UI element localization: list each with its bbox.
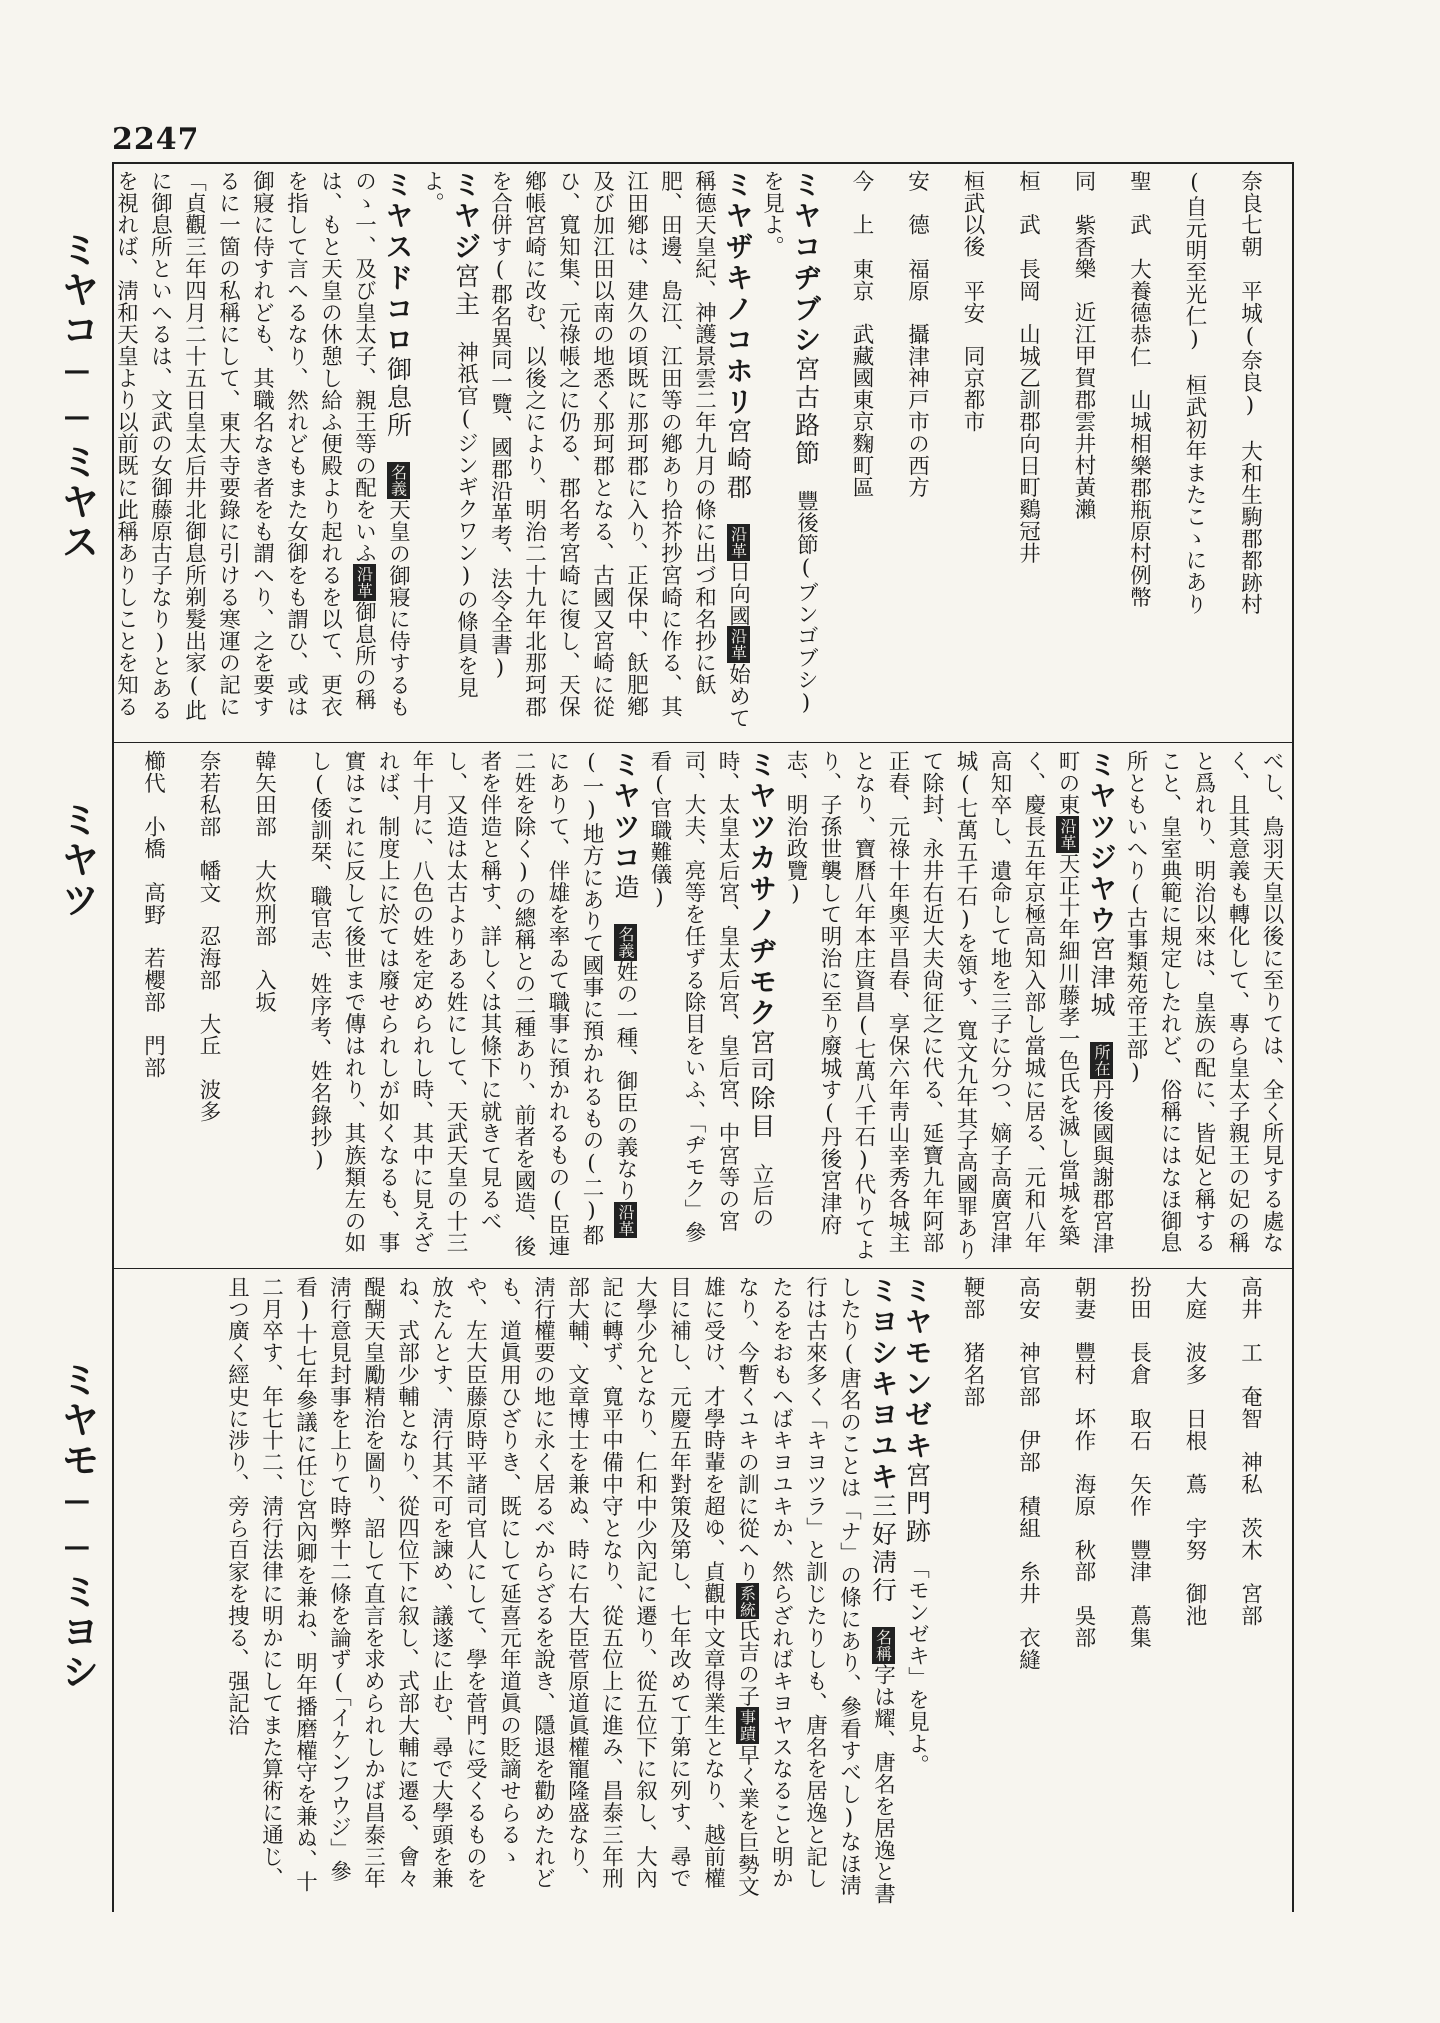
frame-top-rule bbox=[112, 162, 1294, 164]
middle-section bbox=[118, 750, 1288, 1262]
tag-badge: 名稱 bbox=[873, 1628, 893, 1662]
headword: ミヤツコ bbox=[609, 750, 642, 874]
tag-badge: 沿革 bbox=[1058, 817, 1077, 851]
entry-body: 丹後國與謝郡宮津町の東 bbox=[1055, 750, 1114, 1254]
tag-badge: 名義 bbox=[388, 463, 408, 497]
entry-miyasudokoro bbox=[109, 170, 415, 736]
headword-kanji: 御息所 bbox=[383, 356, 413, 440]
entry-miyakojibushi bbox=[755, 170, 823, 736]
entry-body: 始めて稱德天皇紀、神護景雲二年九月の條に出づ bbox=[691, 170, 751, 729]
section-divider-1 bbox=[112, 742, 1294, 743]
tag-badge: 所在 bbox=[1092, 1043, 1111, 1077]
headword: ミヤザキノコホリ bbox=[721, 170, 755, 418]
capital-row: (自元明至光仁) 桓武初年またこゝにあり bbox=[1182, 170, 1207, 616]
headword: ミヨシキヨユキ bbox=[866, 1276, 900, 1493]
side-label-miyatsu: ミヤツ bbox=[55, 800, 99, 920]
headword: ミヤジ bbox=[449, 170, 483, 263]
clan-row: 朝妻 豐村 坏作 海原 秋部 吳部 bbox=[1071, 1276, 1096, 1649]
headword-kanji: 宮主 bbox=[451, 263, 481, 319]
headword: ミヤモンゼキ bbox=[900, 1276, 934, 1462]
entry-body: べし、鳥羽天皇以後に至りては、全く所見する處なく、且其意義も轉化して、專ら皇太子親王の妃の稱と爲れり、明治以來は、皇族の配に、皆妃と稱すること、皇室典範に規定したれど、俗稱にはなほ御息所ともいへり(古事類苑帝王部) bbox=[1123, 750, 1284, 1254]
clan-names-table bbox=[136, 750, 281, 1262]
tag-badge: 沿革 bbox=[616, 1203, 635, 1237]
tag-badge: 沿革 bbox=[728, 525, 748, 559]
top-section bbox=[113, 170, 1288, 736]
side-label-miyamo-miyoshi: ミヤモ──ミヨシ bbox=[55, 1360, 99, 1692]
entry-body: 豐後節(ブンゴブシ)を見よ。 bbox=[759, 170, 819, 716]
entry-continuation bbox=[1118, 750, 1288, 1262]
clan-row: 大庭 波多 日根 蔦 宇努 御池 bbox=[1182, 1276, 1207, 1627]
headword-kanji: 宮司除目 bbox=[747, 1029, 776, 1141]
tag-badge: 事蹟 bbox=[737, 1709, 757, 1742]
clan-row: 扮田 長倉 取石 矢作 豐津 蔦集 bbox=[1126, 1276, 1152, 1649]
capital-row: 桓 武 長岡 山城乙訓郡向日町鷄冠井 bbox=[1015, 170, 1041, 565]
entry-body: 御息所の稱は、もと天皇の休憩し給ふ便殿より起れるを以て、更衣を指して言へるなり、然れどもまた女御をも謂ひ、或は御寢に侍すれども、其職名なき者をも謂へり、之を要するに一箇の私稱にして、東大寺要錄に引ける寒運の記に「貞觀三年四月二十五日皇太后井北御息所剃髮出家(此に御息所といへるは、文武の女御藤原古子なり)とあるを視れば、淸和天皇より以前既に此稱ありしことを知る bbox=[113, 170, 377, 721]
capital-row: 桓武以後 平安 同京都市 bbox=[960, 170, 985, 433]
clan-row: 奈若私部 幡文 忍海部 大丘 波多 bbox=[196, 750, 221, 1123]
tag-badge: 沿革 bbox=[728, 628, 748, 662]
clan-row: 高安 神官部 伊部 積組 糸井 衣縫 bbox=[1015, 1276, 1041, 1671]
entry-body: 和名抄に飫肥、田邊、島江、江田等の鄕あり拾芥抄宮崎に作る、其江田鄕は、建久の頃既に那珂郡に入り、正保中、飫肥鄕及び加江田以南の地悉く那珂郡となる、古國又宮崎に從ひ、寬知集、元祿帳之に仍る、郡名考宮崎に復し、天保鄕帳宮崎に改む、以後之により、明治二十九年北那珂郡を合併す(郡名異同一覽、國郡沿革考、法令全書) bbox=[487, 170, 717, 718]
headword: ミヤツジヤウ bbox=[1085, 750, 1118, 936]
clan-row: 高井 工 奄智 神私 茨木 宮部 bbox=[1237, 1276, 1263, 1627]
headword-kanji: 造 bbox=[611, 874, 640, 902]
section-divider-2 bbox=[112, 1268, 1294, 1269]
capital-row: 奈良七朝 平城(奈良) 大和生駒郡都跡村 bbox=[1237, 170, 1263, 616]
clan-row: 櫛代 小橋 高野 若櫻部 門部 bbox=[140, 750, 166, 1079]
capital-row: 安 德 福原 攝津神戸市の西方 bbox=[904, 170, 930, 499]
entry-miyaji bbox=[415, 170, 483, 736]
entry-body: 姓の一種、御臣の義なり bbox=[613, 960, 638, 1202]
entry-body: 天正十年細川藤孝一色氏を滅し當城を築く、慶長五年京極高知入部し當城に居る、元和八年高知卒し、遺命して地を三子に分つ、嫡子高廣宮津城(七萬五千石)を領す、寬文九年其子高國罪ありて除封、永井右近大夫尙征之に代る、延寶九年阿部正春、元祿十年奧平昌春、享保六年靑山幸秀各城主となり、寶曆八年本庄資昌(七萬八千石)代りてより、子孫世襲して明治に至り廢城す(丹後宮津府志、明治政覽) bbox=[783, 750, 1080, 1261]
entry-body: 日向國 bbox=[725, 560, 751, 627]
capital-row: 同 紫香樂 近江甲賀郡雲井村黃瀨 bbox=[1071, 170, 1096, 521]
entry-miyatsukasanojimoku bbox=[642, 750, 778, 1262]
side-label-miyako-miyasu: ミヤコ──ミヤス bbox=[55, 230, 99, 562]
entry-body: 立后の時、太皇太后宮、皇太后宮、皇后宮、中宮等の宮司、大夫、亮等を任ずる除目をいふ、「ヂモク」參看(官職難儀) bbox=[647, 750, 774, 1243]
headword-kanji: 宮門跡 bbox=[902, 1462, 932, 1546]
tag-badge: 沿革 bbox=[354, 566, 374, 600]
entry-body: 神祇官(ジンギクワン)の條員を見よ。 bbox=[419, 170, 479, 699]
entry-miyatsuko bbox=[302, 750, 642, 1262]
entry-miyatsujou bbox=[778, 750, 1118, 1262]
tag-badge: 系統 bbox=[737, 1584, 757, 1618]
entry-body: (一)地方にありて國事に預かれるもの(二)都にありて、伴雄を率ゐて職事に預かれるもの(臣連二姓を除く)の總稱との二種あり、前者を國造、後者を伴造と稱す、詳しくは其條下に就きて見るべし、又造は太古よりある姓にして、天武天皇の十三年十月に、八色の姓を定められし時、其中に見えざれば、制度上に於ては廢せられしが如くなるも、事實はこれに反して後世まで傳はれり、其族類左の如し(倭訓栞、職官志、姓序考、姓名錄抄) bbox=[307, 750, 604, 1258]
capital-row: 聖 武 大養德恭仁 山城相樂郡瓶原村例幣 bbox=[1126, 170, 1152, 609]
headword-kanji: 宮古路節 bbox=[791, 356, 821, 468]
headword: ミヤコヂブシ bbox=[789, 170, 823, 356]
entry-miyoshikiyoyuki bbox=[220, 1276, 900, 1906]
entry-body: 「モンゼキ」を見よ。 bbox=[904, 1567, 930, 1777]
bottom-section bbox=[118, 1276, 1288, 1906]
capital-row: 今 上 東京 武藏國東京麴町區 bbox=[849, 170, 874, 499]
entry-miyazakinokohori bbox=[483, 170, 755, 736]
entry-body: 氏吉の子 bbox=[734, 1619, 760, 1708]
page-number: 2247 bbox=[112, 122, 200, 157]
clan-row: 韓矢田部 大炊刑部 入坂 bbox=[251, 750, 277, 1013]
entry-body: 天皇の御寢に侍するものゝ一、及び皇太子、親王等の配をいふ bbox=[351, 170, 411, 718]
entry-body: 早く業を巨勢文雄に受け、才學時輩を超ゆ、貞觀中文章得業生となり、越前權目に補し、元慶五年對策及第し、七年改めて丁第に列す、尋で大學少允となり、仁和中少內記に遷り、從五位下に叙し、大內記に轉ず、寬平中備中守となり、從五位上に進み、昌泰三年刑部大輔、文章博士を兼ぬ、時に右大臣菅原道眞權寵隆盛なり、淸行權要の地に永く居るべからざるを說き、隱退を勸めたれども、道眞用ひざりき、既にして延喜元年道眞の貶謫せらるゝや、左大臣藤原時平諸司官人にして、學を菅門に受くるものを放たんとす、淸行其不可を諫め、議遂に止む、尋で大學頭を兼ね、式部少輔となり、從四位下に叙し、式部大輔に遷る、會々醍醐天皇勵精治を圖り、詔して直言を求められしかば昌泰三年淸行意見封事を上りて時弊十二條を論ず(「イケンフウジ」參看)十七年參議に任じ宮內卿を兼ね、明年播磨權守を兼ぬ、十二月卒す、年七十二、淸行法律に明かにしてまた算術に通じ、且つ廣く經史に涉り、旁ら百家を捜る、强記洽 bbox=[224, 1276, 760, 1898]
entry-miyamonzeki bbox=[900, 1276, 934, 1906]
headword-kanji: 宮津城 bbox=[1087, 936, 1116, 1020]
entry-body: 字は耀、唐名を居逸と書したり(唐名のことは「ナ」の條にあり、參看すべし)なほ淸行は古來多く「キヨツラ」と訓じたりしも、唐名を居逸と記したるをおもへばキヨユキか、然らざればキヨヤスなること明かなり、今暫くユキの訓に從へり bbox=[734, 1276, 896, 1905]
frame-right-rule bbox=[1292, 162, 1294, 1912]
tag-badge: 名義 bbox=[616, 925, 635, 959]
capital-table bbox=[844, 170, 1267, 736]
clan-names-table-continued bbox=[955, 1276, 1267, 1906]
headword-kanji: 宮崎郡 bbox=[723, 418, 753, 502]
headword: ミヤツカサノヂモク bbox=[745, 750, 778, 1029]
headword-kanji: 三好淸行 bbox=[868, 1493, 898, 1605]
headword: ミヤスドコロ bbox=[381, 170, 415, 356]
clan-row: 鞕部 猪名部 bbox=[960, 1276, 985, 1408]
